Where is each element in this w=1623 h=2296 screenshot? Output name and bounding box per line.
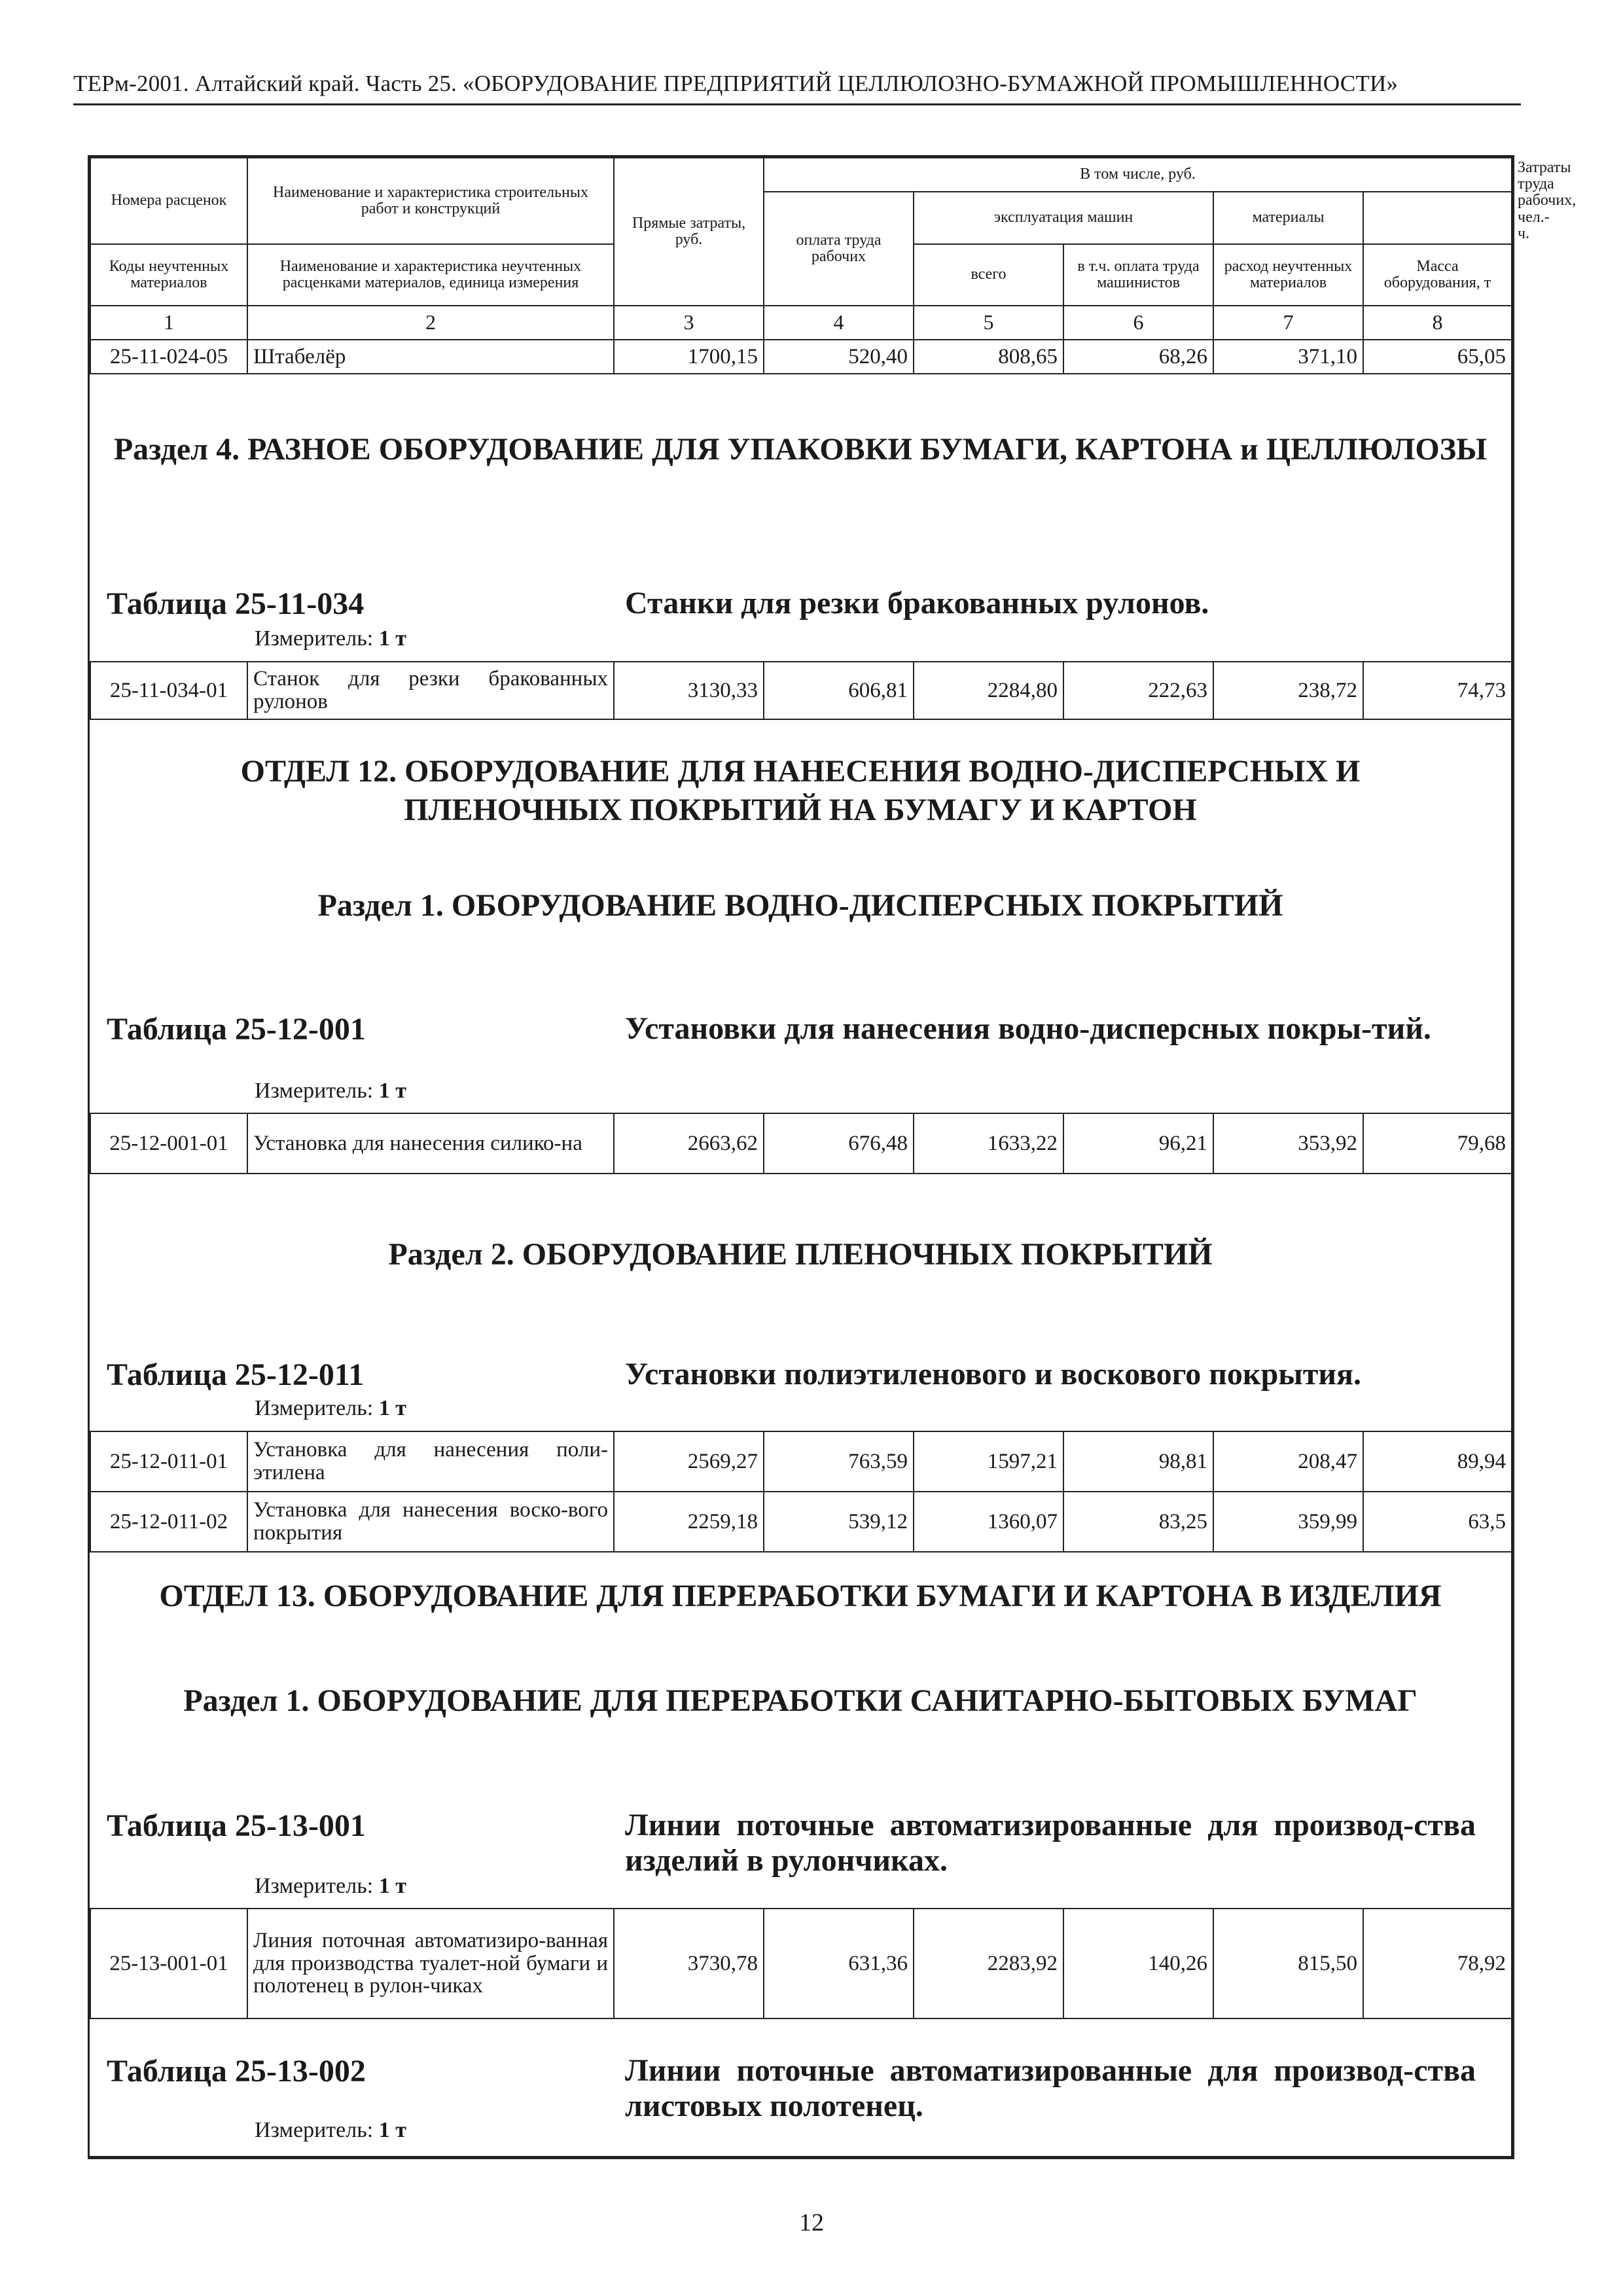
direct-costs: 1700,15 (614, 340, 764, 374)
section-heading: Раздел 2. ОБОРУДОВАНИЕ ПЛЕНОЧНЫХ ПОКРЫТИЙ (388, 1237, 1213, 1272)
department-heading: ОТДЕЛ 13. ОБОРУДОВАНИЕ ДЛЯ ПЕРЕРАБОТКИ БУМАГИ И КАРТОНА В ИЗДЕЛИЯ (159, 1579, 1442, 1613)
rates-frame (88, 155, 1577, 2159)
header-unaccounted-materials: расход неучтенных материалов (1213, 244, 1363, 306)
labor-pay: 631,36 (764, 1909, 914, 2018)
rate-code: 25-12-011-02 (90, 1492, 247, 1552)
rate-code: 25-12-001-01 (90, 1113, 247, 1174)
meter-value: 1 т (378, 626, 406, 651)
header-equipment-mass: Масса оборудования, т (1363, 244, 1512, 306)
machine-use: 808,65 (914, 340, 1063, 374)
rates-header-table: Номера расценок Наименование и характеристика строительных работ и конструкций Прямые затраты, руб. В том числе, руб. Затраты труда рабочих, чел.-ч. оплата труда рабочих эксплуатация машин материалы Коды неучтенных материалов Наименование и характеристика неучтенных расценками материалов, единица измерения всего в т.ч. оплата труда машинистов расход неучтенных материалов Масса оборудования, т 1 2 3 4 5 6 7 8 25-11-024-05 Штабелёр 1700,15 520,40 808,65 68,26 371,10 65,05 (90, 157, 1512, 374)
rate-name: Установка для нанесения силико-на (247, 1113, 614, 1174)
rates-table-25-13-001 (90, 1908, 1512, 2019)
rate-name: Линия поточная автоматизиро-ванная для производства туалет-ной бумаги и полотенец в рулон-чиках (247, 1909, 614, 2018)
machine-use: 2284,80 (914, 662, 1063, 719)
equipment-mass: 65,05 (1363, 340, 1512, 374)
materials-cost: 359,99 (1213, 1492, 1363, 1552)
column-number: 1 (90, 306, 247, 340)
meter-label: Измеритель: (255, 626, 374, 651)
labor-pay: 676,48 (764, 1113, 914, 1174)
table-meter (255, 2118, 406, 2143)
rate-code: 25-13-001-01 (90, 1909, 247, 2018)
table-title: Таблица 25-12-001 (107, 1012, 366, 1047)
section-heading: Раздел 4. РАЗНОЕ ОБОРУДОВАНИЕ ДЛЯ УПАКОВКИ БУМАГИ, КАРТОНА и ЦЕЛЛЮЛОЗЫ (113, 432, 1488, 467)
header-name-materials: Наименование и характеристика неучтенных расценками материалов, единица измерения (247, 244, 614, 306)
labor-pay: 606,81 (764, 662, 914, 719)
machine-use: 1633,22 (914, 1113, 1063, 1174)
table-row (90, 1492, 1512, 1552)
column-number: 2 (247, 306, 614, 340)
table-meter (255, 1079, 406, 1103)
table-description: Установки полиэтиленового и воскового покрытия. (625, 1357, 1361, 1391)
labor-pay: 763,59 (764, 1431, 914, 1492)
machinist-pay: 96,21 (1063, 1113, 1213, 1174)
rate-code: 25-11-024-05 (90, 340, 247, 374)
rates-table-25-12-011 (90, 1431, 1512, 1552)
direct-costs: 2259,18 (614, 1492, 764, 1552)
header-machine-use: эксплуатация машин (914, 192, 1213, 244)
header-direct-costs: Прямые затраты, руб. (614, 158, 764, 306)
machine-use: 1597,21 (914, 1431, 1063, 1492)
table-title: Таблица 25-13-001 (107, 1808, 366, 1843)
direct-costs: 3730,78 (614, 1909, 764, 2018)
section-heading: Раздел 1. ОБОРУДОВАНИЕ ВОДНО-ДИСПЕРСНЫХ ПОКРЫТИЙ (317, 888, 1283, 923)
materials-cost: 353,92 (1213, 1113, 1363, 1174)
column-number: 3 (614, 306, 764, 340)
machinist-pay: 83,25 (1063, 1492, 1213, 1552)
materials-cost: 238,72 (1213, 662, 1363, 719)
materials-cost: 208,47 (1213, 1431, 1363, 1492)
header-name: Наименование и характеристика строительных работ и конструкций (247, 158, 614, 244)
rate-name: Станок для резки бракованных рулонов (247, 662, 614, 719)
header-codes: Номера расценок (90, 158, 247, 244)
meter-value: 1 т (378, 1079, 406, 1103)
page-number: 12 (799, 2209, 824, 2236)
labor-pay: 539,12 (764, 1492, 914, 1552)
meter-value: 1 т (378, 1396, 406, 1420)
rate-code: 25-11-034-01 (90, 662, 247, 719)
direct-costs: 3130,33 (614, 662, 764, 719)
equipment-mass: 78,92 (1363, 1909, 1512, 2018)
table-description: Линии поточные автоматизированные для производ-ства листовых полотенец. (625, 2053, 1476, 2123)
materials-cost: 371,10 (1213, 340, 1363, 374)
equipment-mass: 79,68 (1363, 1113, 1512, 1174)
equipment-mass: 74,73 (1363, 662, 1512, 719)
labor-pay: 520,40 (764, 340, 914, 374)
rate-name: Установка для нанесения воско-вого покрытия (247, 1492, 614, 1552)
meter-label: Измеритель: (255, 1079, 374, 1103)
rate-name: Штабелёр (247, 340, 614, 374)
column-number: 4 (764, 306, 914, 340)
rate-code: 25-12-011-01 (90, 1431, 247, 1492)
meter-value: 1 т (378, 2118, 406, 2142)
column-number: 7 (1213, 306, 1363, 340)
machinist-pay: 68,26 (1063, 340, 1213, 374)
meter-label: Измеритель: (255, 1874, 374, 1898)
column-number: 8 (1363, 306, 1512, 340)
header-materials: материалы (1213, 192, 1363, 244)
machinist-pay: 98,81 (1063, 1431, 1213, 1492)
meter-label: Измеритель: (255, 2118, 374, 2142)
equipment-mass: 63,5 (1363, 1492, 1512, 1552)
rates-table-25-12-001 (90, 1113, 1512, 1174)
machine-use: 2283,92 (914, 1909, 1063, 2018)
equipment-mass: 89,94 (1363, 1431, 1512, 1492)
table-meter (255, 1396, 406, 1421)
header-codes-materials: Коды неучтенных материалов (90, 244, 247, 306)
rates-table-25-11-034 (90, 661, 1512, 720)
table-title: Таблица 25-12-011 (107, 1357, 365, 1392)
table-meter (255, 1874, 406, 1899)
table-meter (255, 626, 406, 651)
table-description: Линии поточные автоматизированные для производ-ства изделий в рулончиках. (625, 1808, 1476, 1878)
column-number: 5 (914, 306, 1063, 340)
direct-costs: 2569,27 (614, 1431, 764, 1492)
department-heading: ОТДЕЛ 12. ОБОРУДОВАНИЕ ДЛЯ НАНЕСЕНИЯ ВОДНО-ДИСПЕРСНЫХ И ПЛЕНОЧНЫХ ПОКРЫТИЙ НА БУМАГУ И КАРТОН (240, 754, 1361, 827)
rate-name: Установка для нанесения поли-этилена (247, 1431, 614, 1492)
table-row (90, 1909, 1512, 2018)
table-description: Станки для резки бракованных рулонов. (625, 586, 1209, 620)
materials-cost: 815,50 (1213, 1909, 1363, 2018)
header-total: всего (914, 244, 1063, 306)
meter-label: Измеритель: (255, 1396, 374, 1420)
machinist-pay: 222,63 (1063, 662, 1213, 719)
header-labor-pay: оплата труда рабочих (764, 192, 914, 306)
running-head: ТЕРм-2001. Алтайский край. Часть 25. «ОБОРУДОВАНИЕ ПРЕДПРИЯТИЙ ЦЕЛЛЮЛОЗНО-БУМАЖНОЙ ПРОМЫШЛЕННОСТИ» (73, 71, 1521, 105)
meter-value: 1 т (378, 1874, 406, 1898)
header-including: В том числе, руб. (764, 158, 1512, 192)
table-row (90, 340, 1512, 374)
header-machinist-pay: в т.ч. оплата труда машинистов (1063, 244, 1213, 306)
direct-costs: 2663,62 (614, 1113, 764, 1174)
table-description: Установки для нанесения водно-дисперсных покры-тий. (625, 1011, 1431, 1046)
table-title: Таблица 25-13-002 (107, 2054, 366, 2089)
column-number: 6 (1063, 306, 1213, 340)
table-row (90, 1113, 1512, 1174)
machinist-pay: 140,26 (1063, 1909, 1213, 2018)
table-row (90, 1431, 1512, 1492)
section-heading: Раздел 1. ОБОРУДОВАНИЕ ДЛЯ ПЕРЕРАБОТКИ САНИТАРНО-БЫТОВЫХ БУМАГ (183, 1683, 1418, 1718)
table-row (90, 662, 1512, 719)
machine-use: 1360,07 (914, 1492, 1063, 1552)
table-title: Таблица 25-11-034 (107, 586, 365, 621)
